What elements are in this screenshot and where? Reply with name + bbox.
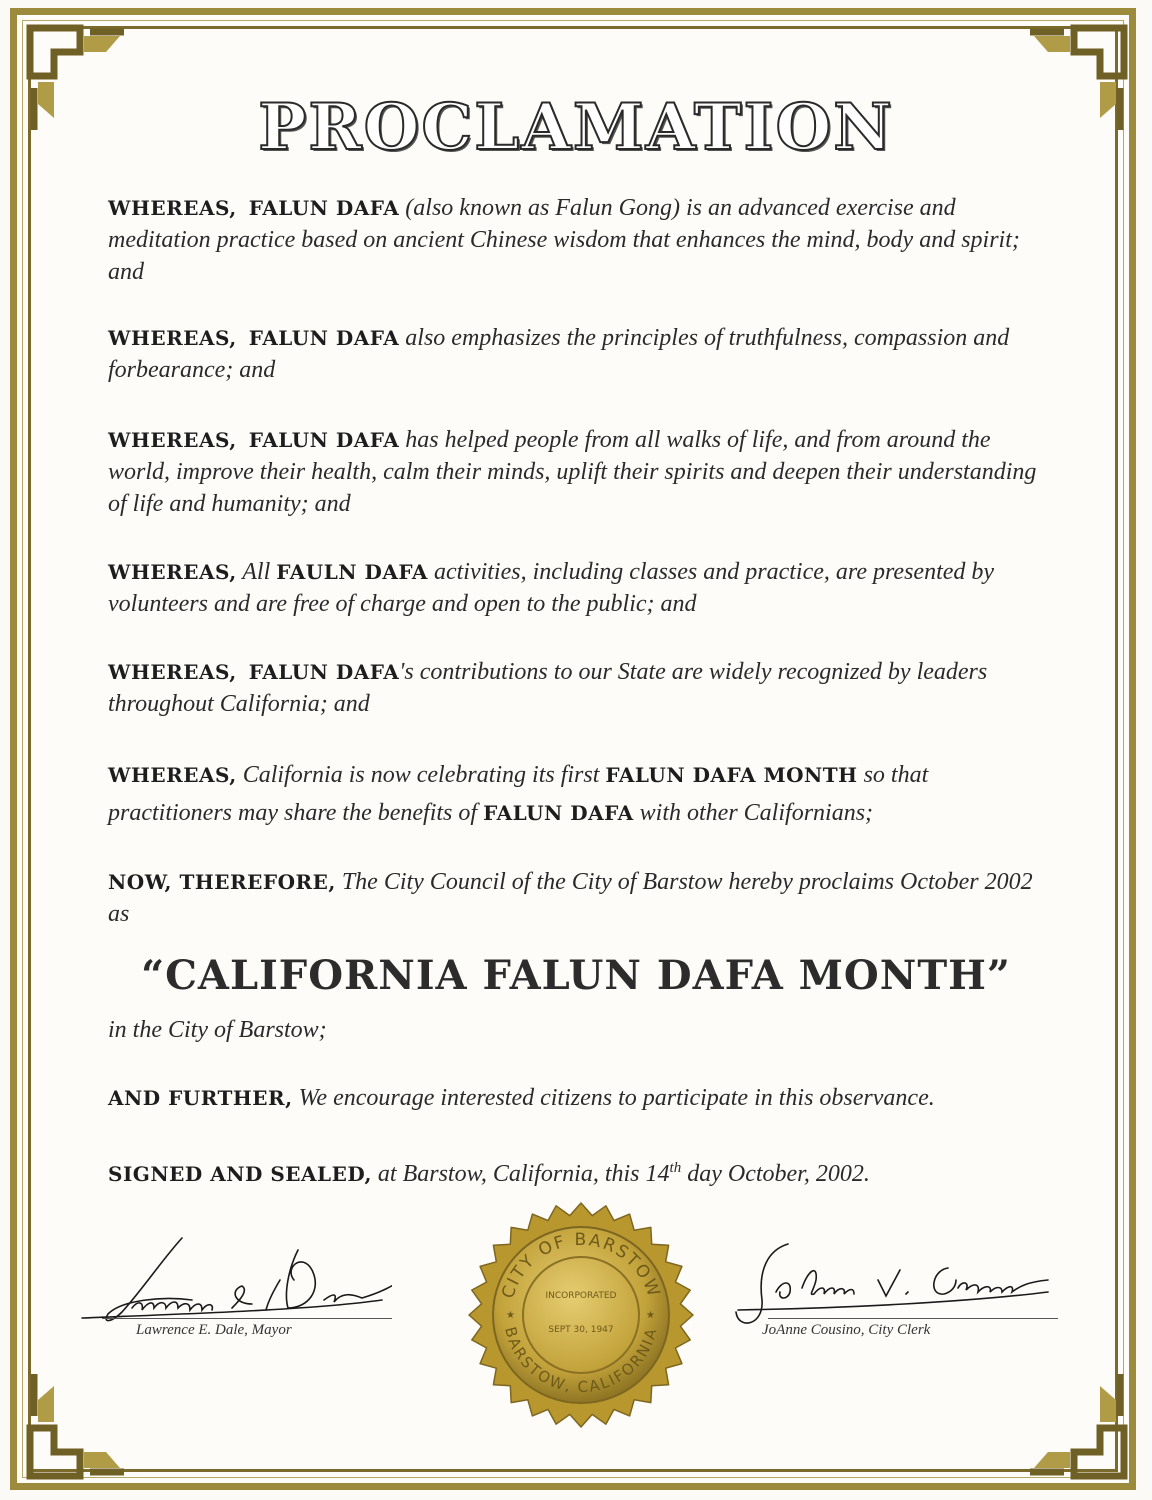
whereas-paragraph-4: [108, 556, 1038, 620]
keyword-signed-and-sealed: SIGNED AND SEALED,: [108, 1162, 372, 1186]
paragraph-text-end: day October, 2002.: [681, 1161, 870, 1187]
and-further-paragraph: [108, 1082, 1038, 1114]
clerk-handwritten-signature: [728, 1230, 1058, 1325]
mayor-name-caption: Lawrence E. Dale, Mayor: [136, 1322, 292, 1338]
whereas-paragraph-5: [108, 656, 1038, 720]
paragraph-text: (also known as Falun Gong) is an advanced exercise and meditation practice based on ancient Chinese wisdom that enhances the mind, body and spirit; and: [108, 195, 1020, 285]
keyword-falun-dafa-month: FALUN DAFA MONTH: [605, 763, 858, 787]
city-line: in the City of Barstow;: [108, 1017, 327, 1043]
paragraph-text: We encourage interested citizens to participate in this observance.: [292, 1085, 935, 1111]
paragraph-text: activities, including classes and practice, are presented by volunteers and are free of charge and open to the public; and: [108, 559, 995, 617]
keyword-now-therefore: NOW, THEREFORE,: [108, 870, 336, 894]
paragraph-text: has helped people from all walks of life, and from around the world, improve their health, calm their minds, uplift their spirits and deepen their understanding of life and humanity; and: [108, 427, 1037, 517]
keyword-whereas: WHEREAS,: [108, 660, 237, 684]
paragraph-text: The City Council of the City of Barstow hereby proclaims October 2002 as: [108, 869, 1033, 927]
keyword-whereas: WHEREAS,: [108, 560, 237, 584]
whereas-paragraph-2: [108, 322, 1038, 386]
keyword-whereas: WHEREAS,: [108, 428, 237, 452]
seal-top-text: CITY OF BARSTOW: [498, 1229, 664, 1301]
whereas-paragraph-6: [108, 756, 1038, 832]
signature-line: [102, 1318, 392, 1319]
corner-ornament-bottom-left: [20, 1368, 128, 1486]
city-seal: [466, 1200, 696, 1430]
seal-star-icon: ★: [646, 1310, 655, 1321]
keyword-whereas: WHEREAS,: [108, 196, 237, 220]
signed-and-sealed-paragraph: [108, 1152, 1038, 1190]
clerk-name-caption: JoAnne Cousino, City Clerk: [762, 1322, 931, 1338]
paragraph-text: 's contributions to our State are widely recognized by leaders throughout California; and: [108, 659, 988, 717]
ordinal-suffix: th: [669, 1160, 682, 1176]
keyword-falun-dafa: FAULN DAFA: [276, 560, 428, 584]
keyword-whereas: WHEREAS,: [108, 763, 237, 787]
seal-date-text: SEPT 30, 1947: [548, 1325, 614, 1335]
clerk-signature-block: [728, 1230, 1058, 1350]
seal-incorporated-text: INCORPORATED: [545, 1291, 617, 1301]
mayor-signature-block: [62, 1230, 392, 1350]
keyword-falun-dafa: FALUN DAFA: [248, 428, 400, 452]
paragraph-text-pre: All: [236, 559, 277, 585]
paragraph-text: also emphasizes the principles of truthfulness, compassion and forbearance; and: [108, 325, 1010, 383]
seal-star-icon: ★: [506, 1310, 515, 1321]
paragraph-text-mid: so that practitioners may share the benefits of: [108, 762, 929, 826]
seal-bottom-text: BARSTOW, CALIFORNIA: [501, 1324, 661, 1397]
month-title: “CALIFORNIA FALUN DAFA MONTH”: [141, 952, 1011, 999]
corner-ornament-bottom-right: [1026, 1368, 1134, 1486]
keyword-falun-dafa: FALUN DAFA: [483, 801, 634, 825]
keyword-falun-dafa: FALUN DAFA: [248, 660, 400, 684]
paragraph-text: at Barstow, California, this 14: [371, 1161, 670, 1187]
mayor-handwritten-signature: [62, 1230, 392, 1325]
whereas-paragraph-1: [108, 192, 1038, 288]
now-therefore-paragraph: [108, 866, 1038, 930]
page-title: PROCLAMATION: [258, 90, 894, 165]
paragraph-text-pre: California is now celebrating its first: [236, 762, 606, 788]
keyword-falun-dafa: FALUN DAFA: [248, 326, 400, 350]
paragraph-text: with other Californians;: [633, 800, 874, 826]
keyword-falun-dafa: FALUN DAFA: [248, 196, 400, 220]
signature-line: [768, 1318, 1058, 1319]
keyword-and-further: AND FURTHER,: [108, 1086, 293, 1110]
whereas-paragraph-3: [108, 424, 1038, 520]
keyword-whereas: WHEREAS,: [108, 326, 237, 350]
